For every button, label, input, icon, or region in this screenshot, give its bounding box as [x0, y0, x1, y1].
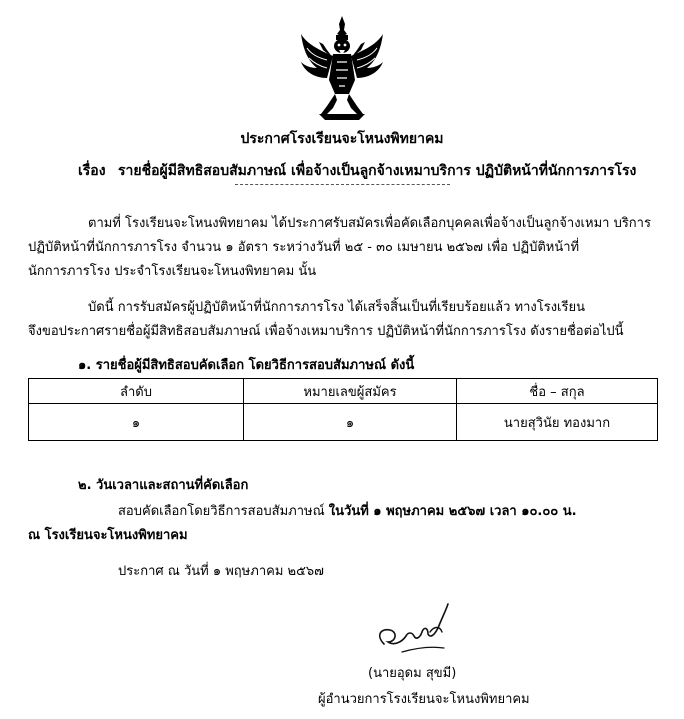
signer-position: ผู้อำนวยการโรงเรียนจะโหนงพิทยาคม — [318, 692, 530, 707]
cell-full-name: นายสุวินัย ทองมาก — [457, 404, 658, 441]
cell-applicant-number: ๑ — [244, 404, 457, 441]
section-1-heading: ๑. รายชื่อผู้มีสิทธิสอบคัดเลือก โดยวิธีการสอบสัมภาษณ์ ดังนี้ — [78, 358, 415, 373]
exam-date-time: ในวันที่ ๑ พฤษภาคม ๒๕๖๗ เวลา ๑๐.๐๐ น. — [328, 504, 577, 519]
cell-order: ๑ — [29, 404, 244, 441]
paragraph-2-line-1: บัดนี้ การรับสมัครผู้ปฏิบัติหน้าที่นักการภารโรง ได้เสร็จสิ้นเป็นที่เรียบร้อยแล้ว ทางโรงเรียน — [88, 300, 585, 315]
paragraph-1-line-2: ปฏิบัติหน้าที่นักการภารโรง จำนวน ๑ อัตรา ระหว่างวันที่ ๒๕ - ๓๐ เมษายน ๒๕๖๗ เพื่อ ปฏิบัติหน้าที่ — [28, 240, 580, 255]
garuda-emblem-icon — [297, 14, 387, 122]
announcement-title: ประกาศโรงเรียนจะโหนงพิทยาคม — [240, 131, 444, 147]
paragraph-1-line-3: นักการภารโรง ประจำโรงเรียนจะโหนงพิทยาคม นั้น — [28, 264, 317, 279]
announced-date: ประกาศ ณ วันที่ ๑ พฤษภาคม ๒๕๖๗ — [118, 564, 324, 579]
exam-method-text: สอบคัดเลือกโดยวิธีการสอบสัมภาษณ์ — [118, 504, 329, 519]
paragraph-2-line-2: จึงขอประกาศรายชื่อผู้มีสิทธิสอบสัมภาษณ์ เพื่อจ้างเหมาบริการ ปฏิบัติหน้าที่นักการภารโรง ดังรายชื่อต่อไปนี้ — [28, 324, 624, 339]
subject-text: รายชื่อผู้มีสิทธิสอบสัมภาษณ์ เพื่อจ้างเป็นลูกจ้างเหมาบริการ ปฏิบัติหน้าที่นักการภารโรง — [118, 163, 637, 179]
section-2-heading: ๒. วันเวลาและสถานที่คัดเลือก — [78, 478, 249, 493]
table-row — [29, 404, 658, 441]
table-header-row — [29, 379, 658, 404]
exam-schedule-line-1 — [118, 500, 577, 521]
column-header-full-name: ชื่อ – สกุล — [457, 379, 658, 404]
signer-name: (นายอุดม สุขมี) — [368, 666, 457, 681]
column-header-order: ลำดับ — [29, 379, 244, 404]
handwritten-signature-icon — [372, 602, 458, 662]
title-divider — [235, 184, 450, 185]
paragraph-1-line-1: ตามที่ โรงเรียนจะโหนงพิทยาคม ได้ประกาศรับสมัครเพื่อคัดเลือกบุคคลเพื่อจ้างเป็นลูกจ้างเหมา บริการ — [88, 216, 651, 231]
candidate-table — [28, 378, 658, 441]
exam-location: ณ โรงเรียนจะโหนงพิทยาคม — [28, 528, 188, 543]
subject-label: เรื่อง — [78, 163, 106, 179]
column-header-applicant-number: หมายเลขผู้สมัคร — [244, 379, 457, 404]
